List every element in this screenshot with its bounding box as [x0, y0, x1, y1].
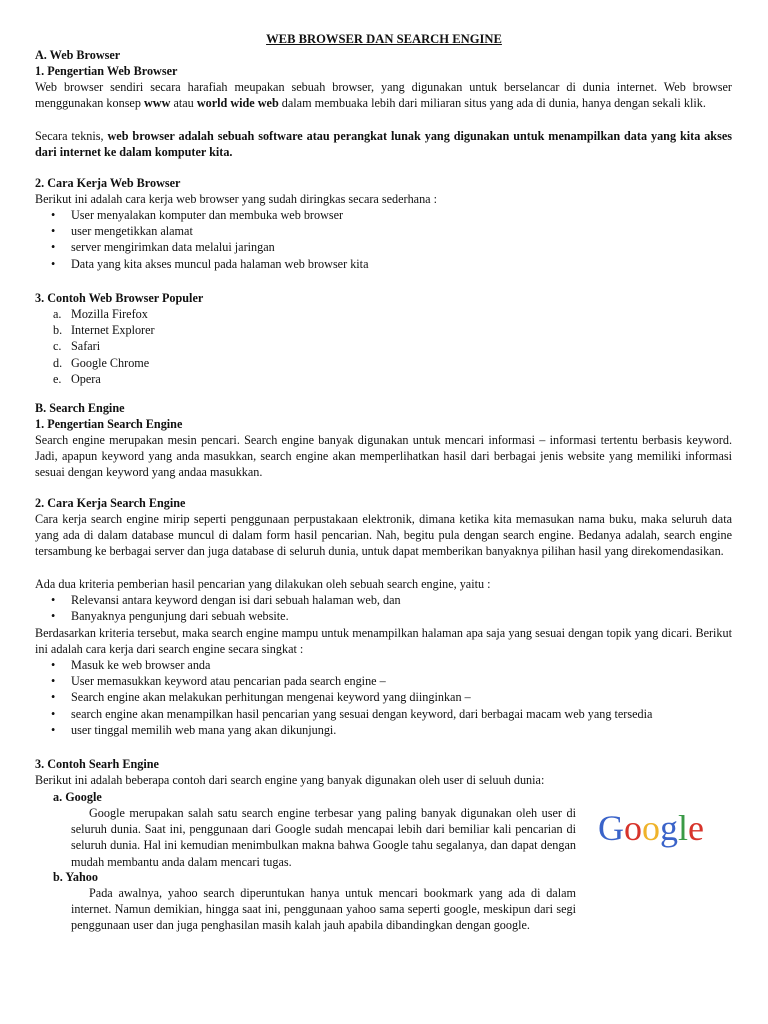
search-engine-definition-paragraph: Search engine merupakan mesin pencari. Search engine banyak digunakan untuk mencari informasi – informasi tertentu berbasis keyword. Jadi, apapun keyword yang anda masukkan, search engine akan memperlihatkan hasil dari berbagai jenis website yang memiliki informasi sesuai dengan keyword yang andaa masukkan.	[35, 433, 732, 480]
google-paragraph: Google merupakan salah satu search engine terbesar yang paling banyak digunakan oleh user di seluruh dunia. Saat ini, penggunaan dari Google sudah mencapai lebih dari bemiliar kali pencarian di seluruh dunia. Hal ini kemudian menimbulkan makna bahwa Google tahu segalanya, dan dapat dengan mudah membantu anda dalam mencari tugas.	[71, 806, 576, 869]
list-item	[35, 371, 732, 387]
list-item-text: Google Chrome	[71, 355, 150, 370]
list-item-text: Mozilla Firefox	[71, 307, 148, 321]
text-run: Web browser sendiri secara harafiah meupakan sebuah browser, yang digunakan untuk berselancar di dunia internet. Web browser menggunakan konsep	[35, 80, 732, 111]
list-item: • Search engine akan melakukan perhitungan mengenai keyword yang diinginkan –	[35, 689, 732, 705]
section-a-heading: A. Web Browser	[35, 48, 121, 62]
www-full-term: world wide web	[196, 96, 279, 111]
list-marker: b.	[53, 323, 63, 338]
google-logo-letter: l	[678, 808, 689, 848]
list-item: • User menyalakan komputer dan membuka web browser	[35, 207, 732, 223]
list-item: • Relevansi antara keyword dengan isi dari sebuah halaman web, dan	[35, 592, 732, 608]
text-run: Secara teknis,	[35, 129, 108, 143]
subsection-a2-heading: 2. Cara Kerja Web Browser	[35, 176, 181, 190]
technical-definition-bold: web browser adalah sebuah software atau perangkat lunak yang digunakan untuk menampilkan data yang kita akses dari internet ke dalam komputer kita.	[35, 129, 732, 160]
search-engine-workflow-paragraph: Cara kerja search engine mirip seperti penggunaan perpustakaan elektronik, dimana ketika kita memasukan nama buku, maka seluruh data yang ada di dalam database muncul di dalam form hasil pencarian. Nah, begitu pula dengan search engine. Bedanya adalah, search engine tersambung ke berbagai server dan juga database di seluruh dunia, untuk dapat memberikan banyaknya pilihan hasil yang direkomendasikan.	[35, 512, 732, 559]
list-item	[35, 306, 732, 322]
criteria-intro: Ada dua kriteria pemberian hasil pencarian yang dilakukan oleh sebuah search engine, yaitu :	[35, 577, 491, 591]
list-item: • Banyaknya pengunjung dari sebuah website.	[35, 608, 732, 624]
list-item: • User memasukkan keyword atau pencarian pada search engine –	[35, 673, 732, 689]
list-marker: d.	[53, 355, 63, 370]
popular-browsers-list	[35, 306, 732, 387]
google-logo-letter: G	[598, 808, 624, 848]
list-item-text: Opera	[71, 371, 101, 386]
web-browser-definition-paragraph	[35, 79, 732, 111]
google-logo-letter: o	[642, 808, 660, 848]
subsection-b1-heading: 1. Pengertian Search Engine	[35, 417, 183, 431]
google-logo-letter: o	[624, 808, 642, 848]
google-logo	[596, 806, 720, 850]
google-logo-letter: g	[660, 808, 678, 848]
search-steps-list	[35, 657, 732, 738]
list-item: • Masuk ke web browser anda	[35, 657, 732, 673]
list-item-text: Safari	[71, 339, 101, 354]
yahoo-heading: b. Yahoo	[53, 870, 98, 884]
criteria-list	[35, 592, 732, 624]
list-item: • Data yang kita akses muncul pada halaman web browser kita	[35, 256, 732, 272]
list-item: • server mengirimkan data melalui jaringan	[35, 239, 732, 255]
subsection-a1-heading: 1. Pengertian Web Browser	[35, 64, 178, 78]
criteria-conclusion-paragraph: Berdasarkan kriteria tersebut, maka search engine mampu untuk menampilkan halaman apa saja yang sesuai dengan topik yang dicari. Berikut ini adalah cara kerja dari search engine secara singkat :	[35, 626, 732, 657]
document-title: WEB BROWSER DAN SEARCH ENGINE	[266, 32, 502, 46]
browser-steps-intro: Berikut ini adalah cara kerja web browser yang sudah diringkas secara sederhana :	[35, 192, 438, 206]
google-heading: a. Google	[53, 790, 102, 804]
subsection-b3-heading: 3. Contoh Searh Engine	[35, 757, 159, 771]
search-engine-examples-intro: Berikut ini adalah beberapa contoh dari search engine yang banyak digunakan oleh user di seluuh dunia:	[35, 773, 545, 787]
section-b-heading: B. Search Engine	[35, 401, 125, 415]
www-term: www	[144, 96, 171, 111]
browser-steps-list	[35, 207, 732, 272]
list-item: • user mengetikkan alamat	[35, 223, 732, 239]
list-item: • search engine akan menampilkan hasil pencarian yang sesuai dengan keyword, dari berbagai macam web yang tersedia	[35, 706, 732, 722]
list-marker: c.	[53, 339, 62, 354]
list-item: • user tinggal memilih web mana yang akan dikunjungi.	[35, 722, 732, 738]
list-item	[35, 355, 732, 371]
google-logo-letter: e	[688, 808, 704, 848]
technical-definition-paragraph	[35, 128, 732, 160]
list-item	[35, 322, 732, 338]
yahoo-paragraph: Pada awalnya, yahoo search diperuntukan hanya untuk mencari bookmark yang ada di dalam internet. Namun demikian, hingga saat ini, penggunaan yahoo sama seperti google, meskipun dari segi penggunaan user dan juga penghasilan masih kalah jauh apabila dibandingkan dengan google.	[71, 886, 576, 933]
text-run: dalam membuaka lebih dari miliaran situs yang ada di dunia, hanya dengan sekali klik.	[278, 96, 706, 111]
google-logo-text	[598, 808, 704, 848]
list-item-text: Internet Explorer	[71, 323, 155, 338]
subsection-b2-heading: 2. Cara Kerja Search Engine	[35, 496, 186, 510]
list-marker: e.	[53, 371, 62, 386]
subsection-a3-heading: 3. Contoh Web Browser Populer	[35, 291, 204, 305]
list-marker: a.	[53, 307, 62, 321]
list-item	[35, 338, 732, 354]
text-run: atau	[170, 96, 197, 111]
